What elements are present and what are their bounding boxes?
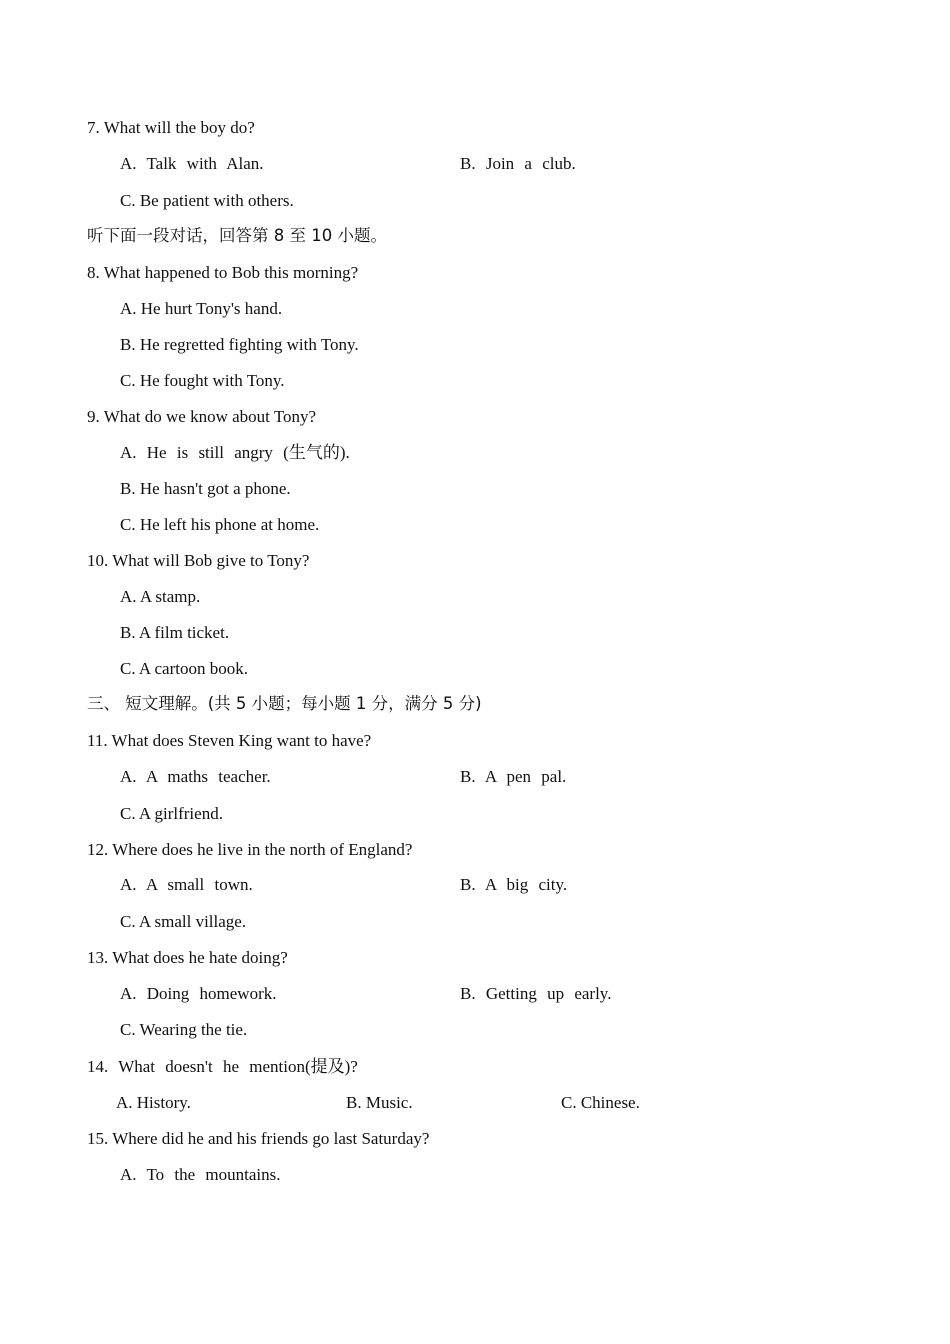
question-8-stem: 8. What happened to Bob this morning?	[87, 263, 359, 282]
question-7-option-a: A. Talk with Alan.	[120, 154, 264, 173]
question-9-option-a: A. He is still angry (生气的).	[120, 443, 350, 462]
question-12-option-a: A. A small town.	[120, 875, 253, 894]
question-14-option-a: A. History.	[116, 1093, 191, 1112]
question-14-option-c: C. Chinese.	[561, 1093, 640, 1112]
question-15-stem: 15. Where did he and his friends go last Saturday?	[87, 1129, 430, 1148]
question-13-option-b: B. Getting up early.	[460, 984, 612, 1003]
question-11-option-b: B. A pen pal.	[460, 767, 567, 786]
question-14-option-b: B. Music.	[346, 1093, 413, 1112]
question-14-stem: 14. What doesn't he mention(提及)?	[87, 1057, 358, 1076]
question-12-option-c: C. A small village.	[120, 912, 247, 931]
question-7-option-c: C. Be patient with others.	[120, 191, 294, 210]
question-10-option-a: A. A stamp.	[120, 587, 201, 606]
question-9-option-b: B. He hasn't got a phone.	[120, 479, 291, 498]
question-15-option-a: A. To the mountains.	[120, 1165, 281, 1184]
question-8-option-c: C. He fought with Tony.	[120, 371, 285, 390]
question-7-option-b: B. Join a club.	[460, 154, 576, 173]
question-9-stem: 9. What do we know about Tony?	[87, 407, 317, 426]
question-12-option-b: B. A big city.	[460, 875, 568, 894]
question-11-stem: 11. What does Steven King want to have?	[87, 731, 372, 750]
question-10-stem: 10. What will Bob give to Tony?	[87, 551, 310, 570]
question-13-option-c: C. Wearing the tie.	[120, 1020, 248, 1039]
question-10-option-c: C. A cartoon book.	[120, 659, 248, 678]
question-13-option-a: A. Doing homework.	[120, 984, 277, 1003]
question-7-stem: 7. What will the boy do?	[87, 118, 255, 137]
question-9-option-c: C. He left his phone at home.	[120, 515, 320, 534]
question-8-option-b: B. He regretted fighting with Tony.	[120, 335, 359, 354]
question-13-stem: 13. What does he hate doing?	[87, 948, 288, 967]
section-3-heading: 三、 短文理解。(共 5 小题；每小题 1 分，满分 5 分)	[87, 694, 482, 713]
question-11-option-c: C. A girlfriend.	[120, 804, 223, 823]
instruction-8-10: 听下面一段对话，回答第 8 至 10 小题。	[87, 226, 387, 245]
question-10-option-b: B. A film ticket.	[120, 623, 230, 642]
question-11-option-a: A. A maths teacher.	[120, 767, 271, 786]
question-12-stem: 12. Where does he live in the north of England?	[87, 840, 413, 859]
question-8-option-a: A. He hurt Tony's hand.	[120, 299, 283, 318]
